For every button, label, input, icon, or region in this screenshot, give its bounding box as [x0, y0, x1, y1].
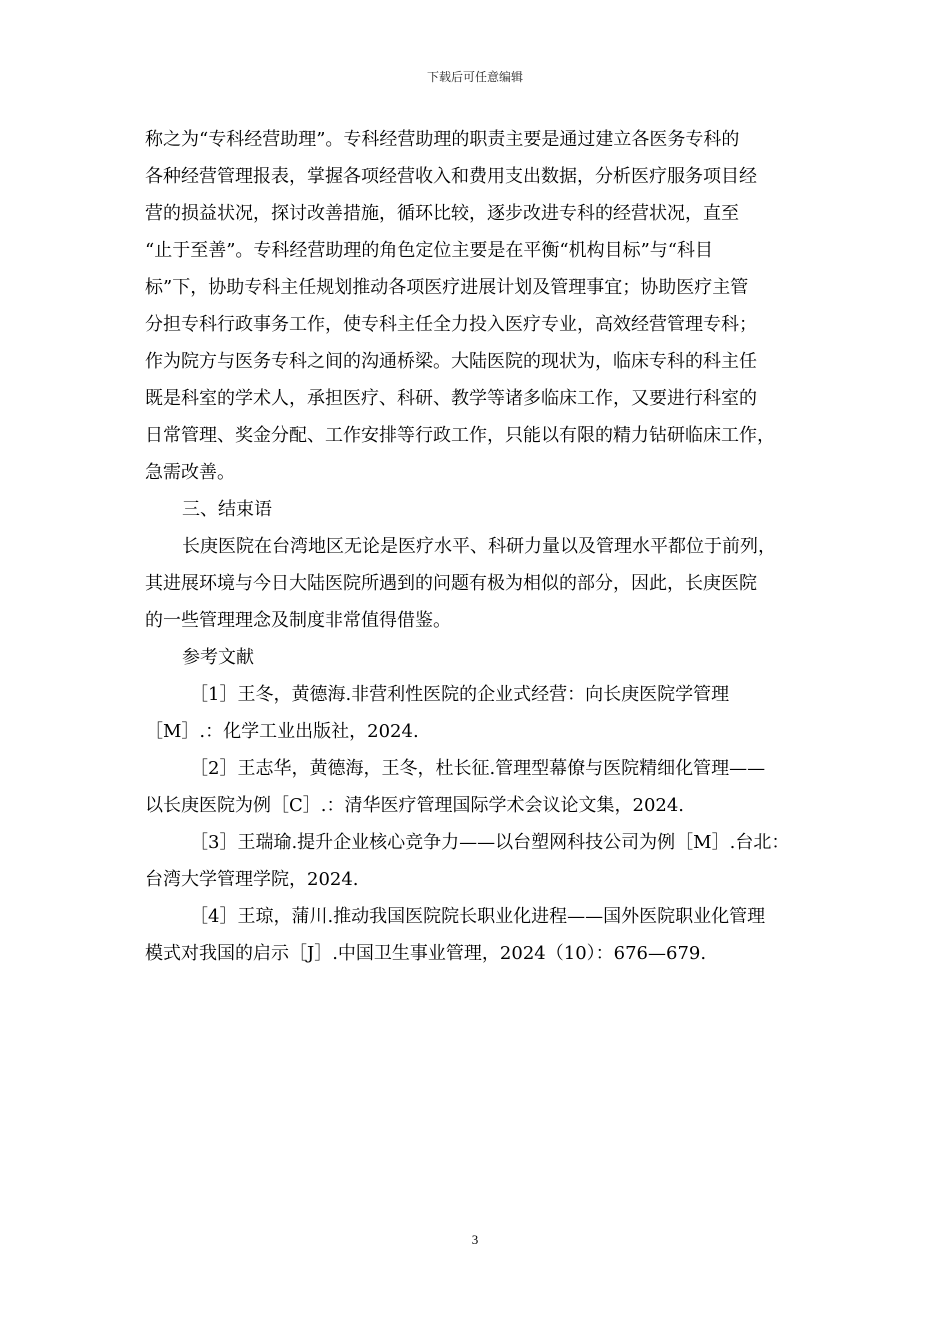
text-line: 急需改善。: [145, 462, 235, 483]
reference-list: [145, 676, 815, 972]
page-number: 3: [471, 1232, 479, 1247]
reference-item: [145, 824, 815, 898]
paragraph-2: [145, 528, 815, 639]
section-heading-conclusion: 三、结束语: [182, 499, 272, 520]
text-line: 营的损益状况，探讨改善措施，循环比较，逐步改进专科的经营状况，直至: [145, 203, 739, 224]
paragraph-1: [145, 121, 815, 491]
text-line: ［3］王瑞瑜.提升企业核心竞争力——以台塑网科技公司为例［M］.台北：: [190, 832, 790, 853]
text-line: 标”下，协助专科主任规划推动各项医疗进展计划及管理事宜；协助医疗主管: [145, 277, 749, 298]
text-line: 分担专科行政事务工作，使专科主任全力投入医疗专业，高效经营管理专科；: [145, 314, 757, 335]
page-header: 下载后可任意编辑: [426, 70, 523, 84]
text-line: 其进展环境与今日大陆医院所遇到的问题有极为相似的部分，因此，长庚医院: [145, 573, 757, 594]
text-line: ［M］.：化学工业出版社，2024.: [145, 721, 419, 742]
text-line: 模式对我国的启示［J］.中国卫生事业管理，2024（10）：676—679.: [145, 943, 707, 964]
references-heading: 参考文献: [182, 647, 254, 668]
text-line: 长庚医院在台湾地区无论是医疗水平、科研力量以及管理水平都位于前列，: [182, 536, 776, 557]
document-body: [145, 121, 815, 972]
text-line: ［1］王冬，黄德海.非营利性医院的企业式经营：向长庚医院学管理: [190, 684, 730, 705]
text-line: 的一些管理理念及制度非常值得借鉴。: [145, 610, 451, 631]
text-line: 称之为“专科经营助理”。专科经营助理的职责主要是通过建立各医务专科的: [145, 129, 740, 150]
text-line: 作为院方与医务专科之间的沟通桥梁。大陆医院的现状为，临床专科的科主任: [145, 351, 757, 372]
text-line: 日常管理、奖金分配、工作安排等行政工作，只能以有限的精力钻研临床工作，: [145, 425, 775, 446]
text-line: “止于至善”。专科经营助理的角色定位主要是在平衡“机构目标”与“科目: [145, 240, 714, 261]
reference-item: [145, 750, 815, 824]
reference-item: [145, 898, 815, 972]
text-line: 各种经营管理报表，掌握各项经营收入和费用支出数据，分析医疗服务项目经: [145, 166, 757, 187]
text-line: ［4］王琼，蒲川.推动我国医院院长职业化进程——国外医院职业化管理: [190, 906, 766, 927]
text-line: ［2］王志华，黄德海，王冬，杜长征.管理型幕僚与医院精细化管理——: [190, 758, 766, 779]
text-line: 台湾大学管理学院，2024.: [145, 869, 359, 890]
text-line: 以长庚医院为例［C］.：清华医疗管理国际学术会议论文集，2024.: [145, 795, 685, 816]
reference-item: [145, 676, 815, 750]
text-line: 既是科室的学术人，承担医疗、科研、教学等诸多临床工作，又要进行科室的: [145, 388, 757, 409]
